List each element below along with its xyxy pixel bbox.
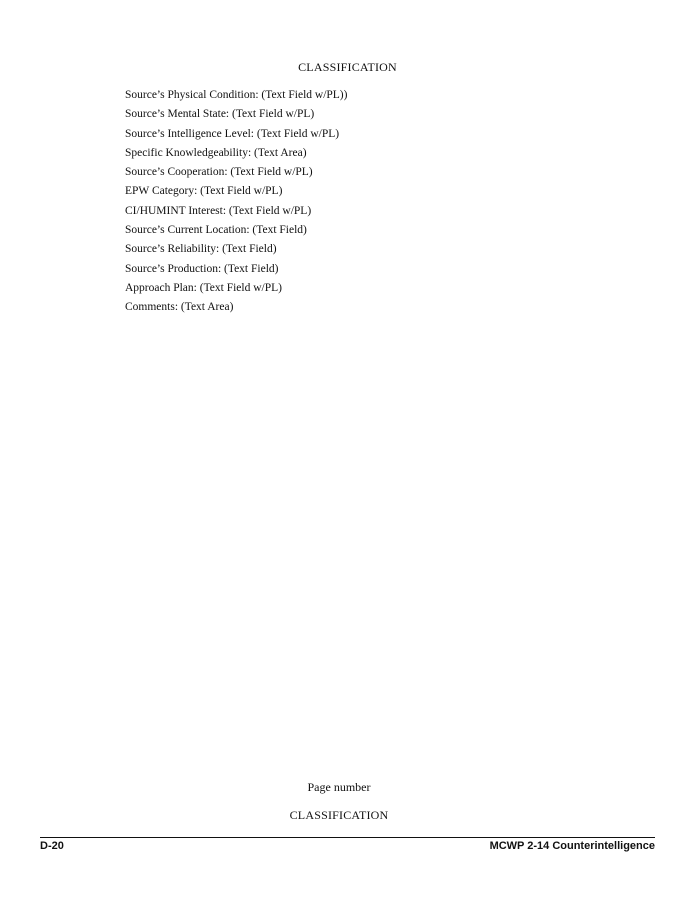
classification-footer: CLASSIFICATION bbox=[289, 808, 389, 822]
field-ci-humint-interest: CI/HUMINT Interest: (Text Field w/PL) bbox=[125, 204, 312, 217]
field-cooperation: Source’s Cooperation: (Text Field w/PL) bbox=[125, 166, 313, 179]
footer-publication-title: MCWP 2-14 Counterintelligence bbox=[489, 840, 655, 852]
field-list bbox=[125, 86, 347, 318]
field-production: Source’s Production: (Text Field) bbox=[125, 262, 279, 275]
field-specific-knowledgeability: Specific Knowledgeability: (Text Area) bbox=[125, 146, 307, 159]
field-epw-category: EPW Category: (Text Field w/PL) bbox=[125, 185, 283, 198]
field-physical-condition: Source’s Physical Condition: (Text Field w/PL)) bbox=[125, 89, 348, 101]
field-comments: Comments: (Text Area) bbox=[125, 301, 234, 314]
field-current-location: Source’s Current Location: (Text Field) bbox=[125, 224, 307, 237]
field-approach-plan: Approach Plan: (Text Field w/PL) bbox=[125, 281, 282, 294]
field-reliability: Source’s Reliability: (Text Field) bbox=[125, 243, 277, 256]
page-number-placeholder: Page number bbox=[307, 780, 371, 794]
classification-header: CLASSIFICATION bbox=[298, 60, 397, 74]
field-mental-state: Source’s Mental State: (Text Field w/PL) bbox=[125, 108, 315, 121]
footer-page-id: D-20 bbox=[40, 840, 64, 852]
footer-divider bbox=[40, 837, 655, 838]
field-intelligence-level: Source’s Intelligence Level: (Text Field w/PL) bbox=[125, 127, 340, 140]
